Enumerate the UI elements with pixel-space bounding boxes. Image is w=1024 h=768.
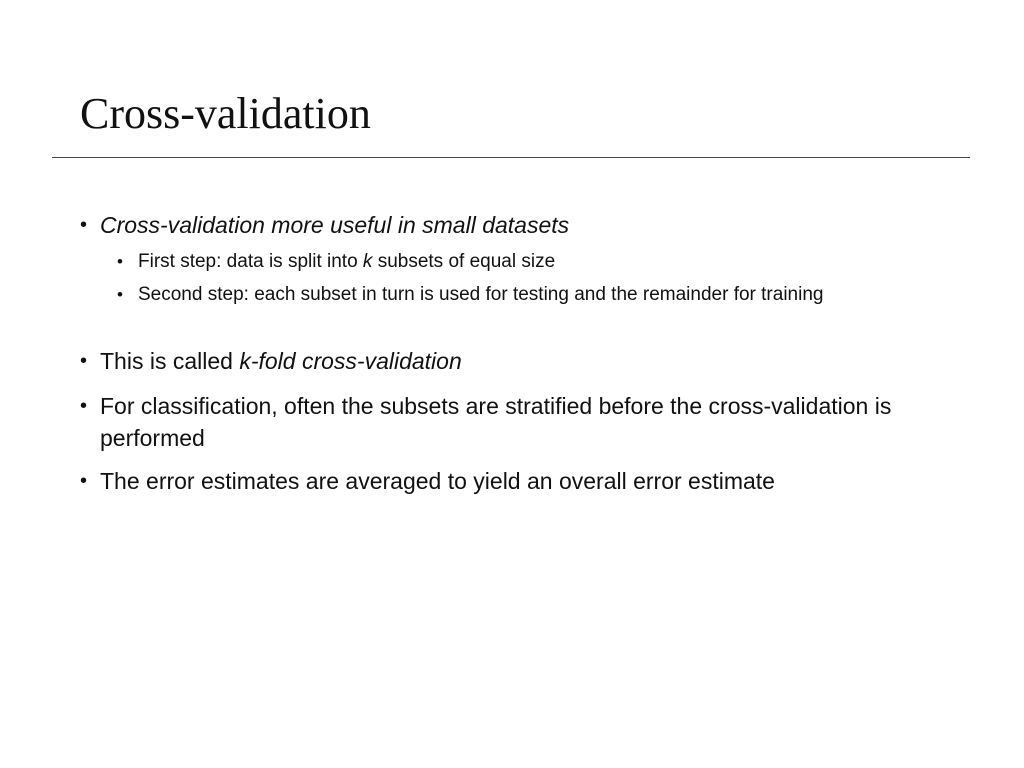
- bullet-marker: •: [117, 252, 123, 271]
- bullet-item: [80, 209, 920, 241]
- sub-bullet-item: [117, 282, 907, 308]
- bullet-text: [138, 248, 907, 275]
- sub-bullet-item: [117, 248, 907, 275]
- title-divider: [52, 157, 970, 158]
- bullet-item: [80, 465, 920, 497]
- bullet-marker: •: [80, 350, 88, 372]
- bullet-text: [100, 345, 920, 377]
- bullet-marker: •: [80, 395, 88, 417]
- bullet-item: [80, 390, 920, 454]
- bullet-emphasis: k: [362, 251, 373, 272]
- bullet-text: Cross-validation more useful in small datasets: [100, 212, 570, 238]
- bullet-marker: •: [80, 470, 88, 492]
- bullet-text-part: This is called: [100, 348, 240, 374]
- bullet-marker: •: [80, 214, 88, 236]
- bullet-text: The error estimates are averaged to yield an overall error estimate: [100, 468, 775, 494]
- slide-title: Cross-validation: [80, 89, 371, 138]
- bullet-text-part: subsets of equal size: [372, 251, 556, 272]
- bullet-text-part: First step: data is split into: [138, 251, 363, 272]
- bullet-marker: •: [117, 285, 123, 304]
- bullet-text: For classification, often the subsets are stratified before the cross-validation is performed: [100, 393, 892, 451]
- bullet-text: Second step: each subset in turn is used for testing and the remainder for training: [138, 284, 824, 305]
- bullet-item: [80, 345, 920, 377]
- bullet-emphasis: k-fold cross-validation: [239, 348, 462, 374]
